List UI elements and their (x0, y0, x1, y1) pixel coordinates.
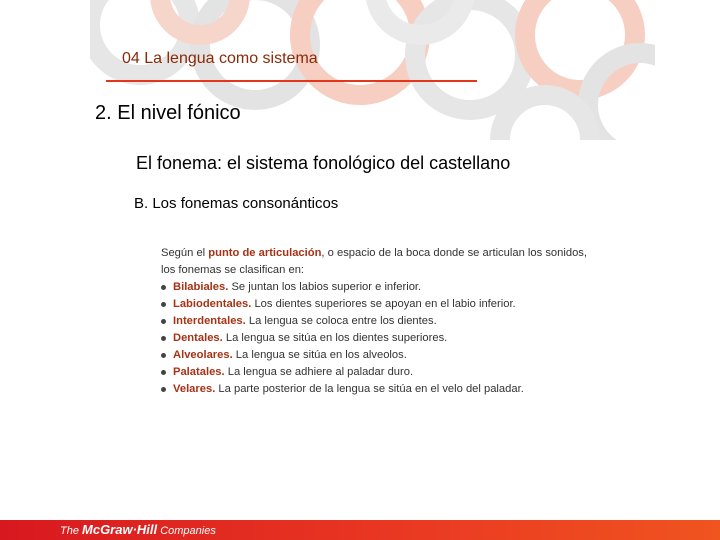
bullet-icon (161, 302, 166, 307)
subsection-title: B. Los fonemas consonánticos (134, 195, 339, 212)
bullet-icon (161, 285, 166, 290)
item-term: Dentales. (173, 332, 223, 344)
list-item (161, 364, 601, 381)
list-item (161, 313, 601, 330)
logo-brand: McGraw·Hill (82, 522, 158, 537)
item-term: Palatales. (173, 366, 225, 378)
item-text: La lengua se coloca entre los dientes. (245, 315, 437, 327)
articulation-list (161, 279, 601, 398)
item-text: La lengua se adhiere al paladar duro. (224, 366, 414, 378)
intro-paragraph (161, 245, 601, 279)
item-term: Labiodentales. (173, 298, 252, 310)
intro-text-post: , o espacio de la boca donde se articulan los sonidos, los fonemas se clasifican en: (161, 247, 587, 276)
item-text: La lengua se sitúa en los dientes superiores. (222, 332, 448, 344)
bullet-icon (161, 319, 166, 324)
publisher-logo (60, 522, 216, 539)
bullet-icon (161, 387, 166, 392)
list-item (161, 347, 601, 364)
list-item (161, 381, 601, 398)
item-text: La parte posterior de la lengua se sitúa en el velo del paladar. (215, 383, 524, 395)
list-item (161, 296, 601, 313)
slide-subtitle: El fonema: el sistema fonológico del castellano (136, 153, 511, 173)
logo-suffix: Companies (157, 525, 216, 537)
bullet-icon (161, 353, 166, 358)
item-text: Se juntan los labios superior e inferior. (228, 281, 422, 293)
item-term: Alveolares. (173, 349, 233, 361)
chapter-title: 04 La lengua como sistema (122, 50, 318, 67)
logo-prefix: The (60, 525, 83, 537)
list-item (161, 330, 601, 347)
item-term: Bilabiales. (173, 281, 229, 293)
intro-text-pre: Según el (161, 247, 209, 259)
intro-term: punto de articulación (208, 247, 322, 259)
footer-bar (0, 520, 720, 540)
item-term: Velares. (173, 383, 216, 395)
chapter-divider (106, 80, 477, 82)
item-text: La lengua se sitúa en los alveolos. (232, 349, 407, 361)
item-term: Interdentales. (173, 315, 246, 327)
content-box (161, 245, 601, 398)
bullet-icon (161, 370, 166, 375)
bullet-icon (161, 336, 166, 341)
item-text: Los dientes superiores se apoyan en el labio inferior. (251, 298, 516, 310)
list-item (161, 279, 601, 296)
section-title: 2. El nivel fónico (95, 102, 241, 124)
